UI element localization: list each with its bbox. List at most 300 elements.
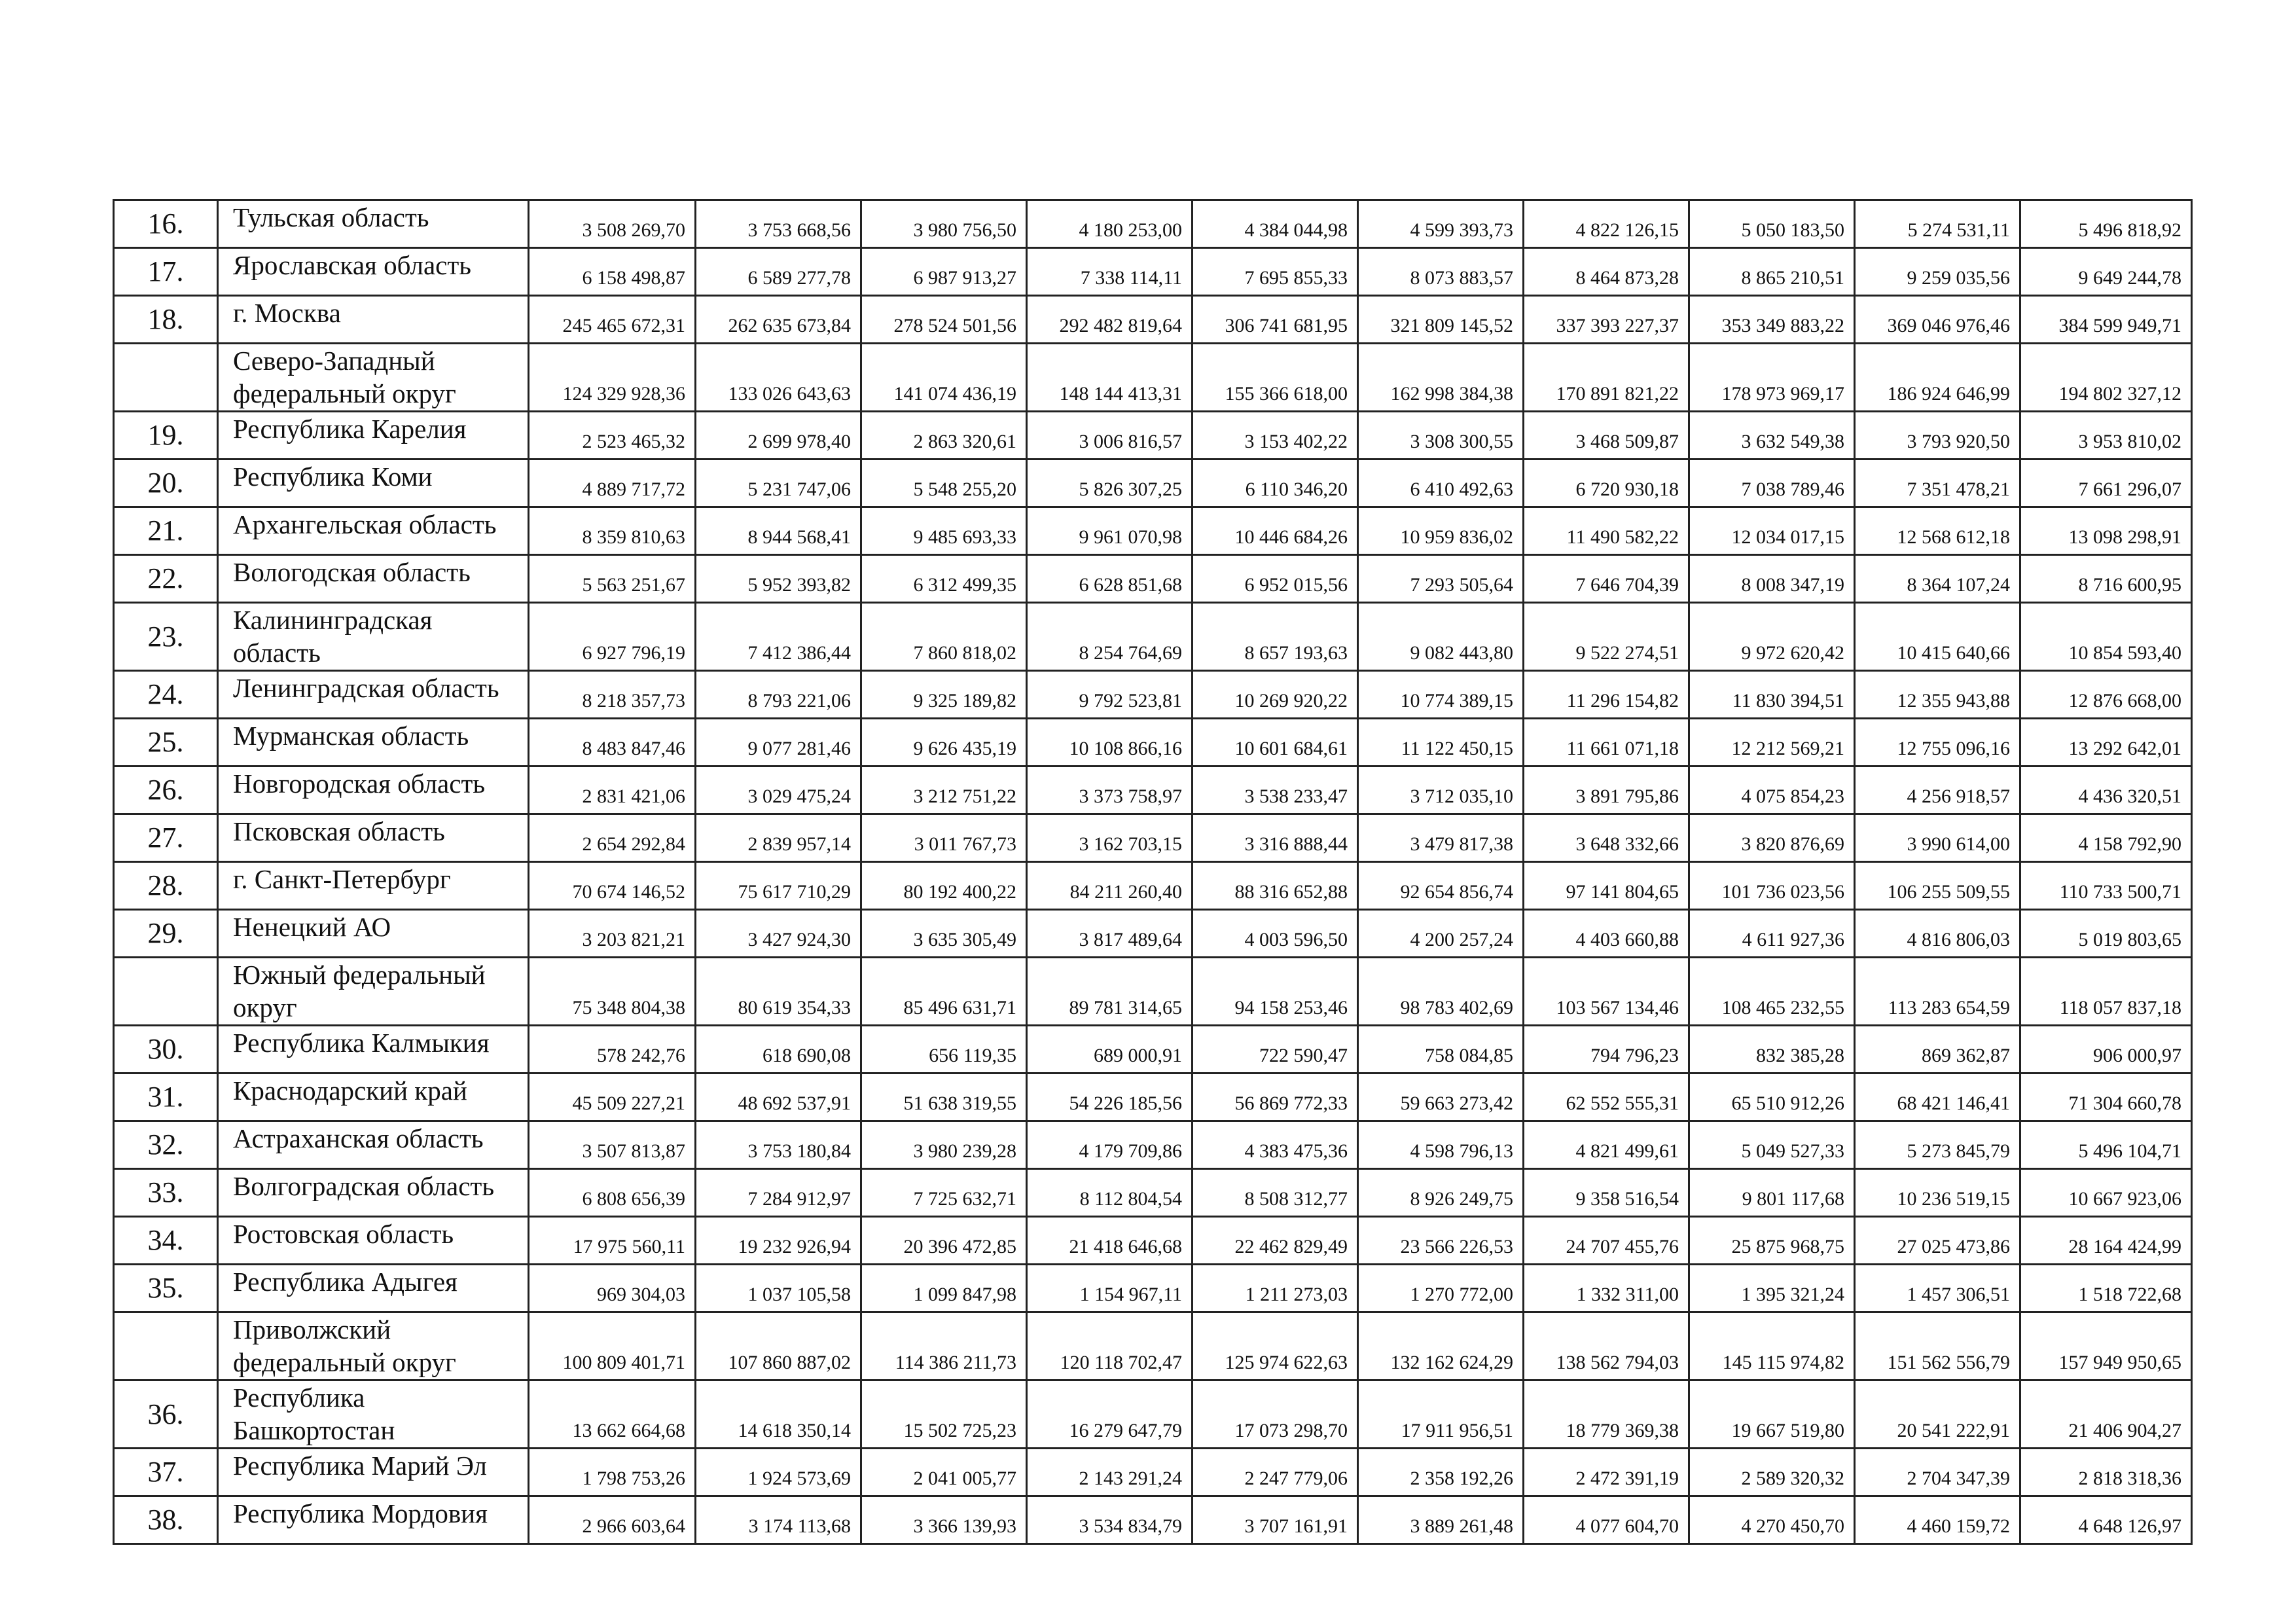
value-cell: 2 839 957,14 bbox=[696, 814, 861, 862]
value-cell: 54 226 185,56 bbox=[1027, 1074, 1193, 1121]
value-cell: 722 590,47 bbox=[1193, 1026, 1358, 1074]
region-name: Республика Калмыкия bbox=[218, 1026, 529, 1074]
region-name: Республика Карелия bbox=[218, 412, 529, 460]
row-number: 37. bbox=[114, 1449, 218, 1496]
value-cell: 13 098 298,91 bbox=[2020, 507, 2192, 555]
row-number: 18. bbox=[114, 296, 218, 344]
value-cell: 6 720 930,18 bbox=[1524, 460, 1689, 507]
value-cell: 3 507 813,87 bbox=[529, 1121, 696, 1169]
table-row bbox=[114, 1121, 2192, 1169]
region-name: Ненецкий АО bbox=[218, 910, 529, 958]
value-cell: 578 242,76 bbox=[529, 1026, 696, 1074]
row-number: 31. bbox=[114, 1074, 218, 1121]
table-row bbox=[114, 1449, 2192, 1496]
value-cell: 9 801 117,68 bbox=[1689, 1169, 1855, 1217]
row-number bbox=[114, 1312, 218, 1380]
value-cell: 19 667 519,80 bbox=[1689, 1380, 1855, 1449]
value-cell: 1 924 573,69 bbox=[696, 1449, 861, 1496]
region-name: Ростовская область bbox=[218, 1217, 529, 1265]
value-cell: 7 661 296,07 bbox=[2020, 460, 2192, 507]
value-cell: 656 119,35 bbox=[861, 1026, 1027, 1074]
value-cell: 11 661 071,18 bbox=[1524, 719, 1689, 767]
region-name: Астраханская область bbox=[218, 1121, 529, 1169]
value-cell: 3 891 795,86 bbox=[1524, 767, 1689, 814]
region-name: Приволжский федеральный округ bbox=[218, 1312, 529, 1380]
value-cell: 22 462 829,49 bbox=[1193, 1217, 1358, 1265]
region-name: Псковская область bbox=[218, 814, 529, 862]
value-cell: 8 508 312,77 bbox=[1193, 1169, 1358, 1217]
table-row bbox=[114, 555, 2192, 603]
value-cell: 10 774 389,15 bbox=[1358, 671, 1524, 719]
value-cell: 2 863 320,61 bbox=[861, 412, 1027, 460]
region-name: Мурманская область bbox=[218, 719, 529, 767]
value-cell: 7 412 386,44 bbox=[696, 603, 861, 671]
value-cell: 151 562 556,79 bbox=[1855, 1312, 2020, 1380]
value-cell: 11 830 394,51 bbox=[1689, 671, 1855, 719]
region-name: Тульская область bbox=[218, 200, 529, 248]
row-number: 23. bbox=[114, 603, 218, 671]
value-cell: 3 817 489,64 bbox=[1027, 910, 1193, 958]
value-cell: 2 831 421,06 bbox=[529, 767, 696, 814]
value-cell: 194 802 327,12 bbox=[2020, 344, 2192, 412]
row-number: 38. bbox=[114, 1496, 218, 1544]
value-cell: 4 383 475,36 bbox=[1193, 1121, 1358, 1169]
value-cell: 133 026 643,63 bbox=[696, 344, 861, 412]
value-cell: 10 446 684,26 bbox=[1193, 507, 1358, 555]
value-cell: 9 792 523,81 bbox=[1027, 671, 1193, 719]
value-cell: 12 755 096,16 bbox=[1855, 719, 2020, 767]
value-cell: 3 153 402,22 bbox=[1193, 412, 1358, 460]
value-cell: 278 524 501,56 bbox=[861, 296, 1027, 344]
value-cell: 3 308 300,55 bbox=[1358, 412, 1524, 460]
region-name: Республика Коми bbox=[218, 460, 529, 507]
region-name: Ярославская область bbox=[218, 248, 529, 296]
value-cell: 245 465 672,31 bbox=[529, 296, 696, 344]
value-cell: 1 099 847,98 bbox=[861, 1265, 1027, 1312]
value-cell: 6 110 346,20 bbox=[1193, 460, 1358, 507]
value-cell: 262 635 673,84 bbox=[696, 296, 861, 344]
value-cell: 5 563 251,67 bbox=[529, 555, 696, 603]
value-cell: 5 952 393,82 bbox=[696, 555, 861, 603]
table-row bbox=[114, 1380, 2192, 1449]
value-cell: 3 990 614,00 bbox=[1855, 814, 2020, 862]
value-cell: 113 283 654,59 bbox=[1855, 958, 2020, 1026]
value-cell: 6 410 492,63 bbox=[1358, 460, 1524, 507]
value-cell: 3 479 817,38 bbox=[1358, 814, 1524, 862]
value-cell: 10 108 866,16 bbox=[1027, 719, 1193, 767]
table-row bbox=[114, 862, 2192, 910]
row-number: 30. bbox=[114, 1026, 218, 1074]
region-name: Ленинградская область bbox=[218, 671, 529, 719]
row-number: 20. bbox=[114, 460, 218, 507]
value-cell: 84 211 260,40 bbox=[1027, 862, 1193, 910]
value-cell: 138 562 794,03 bbox=[1524, 1312, 1689, 1380]
value-cell: 3 632 549,38 bbox=[1689, 412, 1855, 460]
table-row bbox=[114, 767, 2192, 814]
value-cell: 16 279 647,79 bbox=[1027, 1380, 1193, 1449]
value-cell: 9 961 070,98 bbox=[1027, 507, 1193, 555]
value-cell: 5 231 747,06 bbox=[696, 460, 861, 507]
value-cell: 9 626 435,19 bbox=[861, 719, 1027, 767]
value-cell: 4 611 927,36 bbox=[1689, 910, 1855, 958]
table-row bbox=[114, 1265, 2192, 1312]
value-cell: 8 254 764,69 bbox=[1027, 603, 1193, 671]
row-number: 35. bbox=[114, 1265, 218, 1312]
value-cell: 4 077 604,70 bbox=[1524, 1496, 1689, 1544]
value-cell: 4 403 660,88 bbox=[1524, 910, 1689, 958]
row-number: 26. bbox=[114, 767, 218, 814]
value-cell: 353 349 883,22 bbox=[1689, 296, 1855, 344]
value-cell: 369 046 976,46 bbox=[1855, 296, 2020, 344]
value-cell: 3 174 113,68 bbox=[696, 1496, 861, 1544]
value-cell: 8 073 883,57 bbox=[1358, 248, 1524, 296]
value-cell: 8 865 210,51 bbox=[1689, 248, 1855, 296]
value-cell: 48 692 537,91 bbox=[696, 1074, 861, 1121]
value-cell: 3 534 834,79 bbox=[1027, 1496, 1193, 1544]
value-cell: 10 667 923,06 bbox=[2020, 1169, 2192, 1217]
row-number: 21. bbox=[114, 507, 218, 555]
value-cell: 3 753 668,56 bbox=[696, 200, 861, 248]
value-cell: 3 538 233,47 bbox=[1193, 767, 1358, 814]
value-cell: 2 472 391,19 bbox=[1524, 1449, 1689, 1496]
value-cell: 5 049 527,33 bbox=[1689, 1121, 1855, 1169]
value-cell: 12 034 017,15 bbox=[1689, 507, 1855, 555]
row-number: 19. bbox=[114, 412, 218, 460]
value-cell: 18 779 369,38 bbox=[1524, 1380, 1689, 1449]
row-number: 33. bbox=[114, 1169, 218, 1217]
value-cell: 6 589 277,78 bbox=[696, 248, 861, 296]
value-cell: 85 496 631,71 bbox=[861, 958, 1027, 1026]
value-cell: 3 648 332,66 bbox=[1524, 814, 1689, 862]
value-cell: 12 355 943,88 bbox=[1855, 671, 2020, 719]
value-cell: 120 118 702,47 bbox=[1027, 1312, 1193, 1380]
value-cell: 3 212 751,22 bbox=[861, 767, 1027, 814]
value-cell: 17 073 298,70 bbox=[1193, 1380, 1358, 1449]
value-cell: 21 418 646,68 bbox=[1027, 1217, 1193, 1265]
value-cell: 10 959 836,02 bbox=[1358, 507, 1524, 555]
regional-data-table bbox=[113, 199, 2193, 1545]
value-cell: 4 180 253,00 bbox=[1027, 200, 1193, 248]
region-name: Республика Башкортостан bbox=[218, 1380, 529, 1449]
table-row bbox=[114, 460, 2192, 507]
value-cell: 6 927 796,19 bbox=[529, 603, 696, 671]
value-cell: 3 753 180,84 bbox=[696, 1121, 861, 1169]
value-cell: 2 966 603,64 bbox=[529, 1496, 696, 1544]
value-cell: 10 236 519,15 bbox=[1855, 1169, 2020, 1217]
row-number: 29. bbox=[114, 910, 218, 958]
value-cell: 106 255 509,55 bbox=[1855, 862, 2020, 910]
value-cell: 98 783 402,69 bbox=[1358, 958, 1524, 1026]
value-cell: 3 366 139,93 bbox=[861, 1496, 1027, 1544]
value-cell: 186 924 646,99 bbox=[1855, 344, 2020, 412]
value-cell: 9 649 244,78 bbox=[2020, 248, 2192, 296]
value-cell: 12 876 668,00 bbox=[2020, 671, 2192, 719]
value-cell: 9 259 035,56 bbox=[1855, 248, 2020, 296]
value-cell: 794 796,23 bbox=[1524, 1026, 1689, 1074]
row-number: 27. bbox=[114, 814, 218, 862]
value-cell: 92 654 856,74 bbox=[1358, 862, 1524, 910]
table-row bbox=[114, 719, 2192, 767]
value-cell: 3 953 810,02 bbox=[2020, 412, 2192, 460]
value-cell: 3 508 269,70 bbox=[529, 200, 696, 248]
value-cell: 4 256 918,57 bbox=[1855, 767, 2020, 814]
table-row bbox=[114, 296, 2192, 344]
value-cell: 9 077 281,46 bbox=[696, 719, 861, 767]
value-cell: 4 003 596,50 bbox=[1193, 910, 1358, 958]
value-cell: 4 599 393,73 bbox=[1358, 200, 1524, 248]
table-row bbox=[114, 958, 2192, 1026]
value-cell: 3 029 475,24 bbox=[696, 767, 861, 814]
value-cell: 5 496 104,71 bbox=[2020, 1121, 2192, 1169]
value-cell: 869 362,87 bbox=[1855, 1026, 2020, 1074]
table-row bbox=[114, 1169, 2192, 1217]
value-cell: 2 699 978,40 bbox=[696, 412, 861, 460]
table-row bbox=[114, 671, 2192, 719]
value-cell: 5 050 183,50 bbox=[1689, 200, 1855, 248]
row-number: 25. bbox=[114, 719, 218, 767]
value-cell: 65 510 912,26 bbox=[1689, 1074, 1855, 1121]
value-cell: 89 781 314,65 bbox=[1027, 958, 1193, 1026]
value-cell: 689 000,91 bbox=[1027, 1026, 1193, 1074]
value-cell: 1 211 273,03 bbox=[1193, 1265, 1358, 1312]
value-cell: 4 822 126,15 bbox=[1524, 200, 1689, 248]
value-cell: 4 384 044,98 bbox=[1193, 200, 1358, 248]
table-row bbox=[114, 248, 2192, 296]
value-cell: 6 952 015,56 bbox=[1193, 555, 1358, 603]
region-name: Южный федеральный округ bbox=[218, 958, 529, 1026]
value-cell: 8 218 357,73 bbox=[529, 671, 696, 719]
value-cell: 23 566 226,53 bbox=[1358, 1217, 1524, 1265]
row-number: 36. bbox=[114, 1380, 218, 1449]
value-cell: 4 821 499,61 bbox=[1524, 1121, 1689, 1169]
value-cell: 337 393 227,37 bbox=[1524, 296, 1689, 344]
value-cell: 114 386 211,73 bbox=[861, 1312, 1027, 1380]
value-cell: 24 707 455,76 bbox=[1524, 1217, 1689, 1265]
value-cell: 3 011 767,73 bbox=[861, 814, 1027, 862]
value-cell: 4 075 854,23 bbox=[1689, 767, 1855, 814]
value-cell: 1 154 967,11 bbox=[1027, 1265, 1193, 1312]
value-cell: 14 618 350,14 bbox=[696, 1380, 861, 1449]
value-cell: 1 395 321,24 bbox=[1689, 1265, 1855, 1312]
value-cell: 3 980 756,50 bbox=[861, 200, 1027, 248]
value-cell: 10 269 920,22 bbox=[1193, 671, 1358, 719]
value-cell: 7 338 114,11 bbox=[1027, 248, 1193, 296]
value-cell: 8 112 804,54 bbox=[1027, 1169, 1193, 1217]
value-cell: 7 351 478,21 bbox=[1855, 460, 2020, 507]
value-cell: 8 464 873,28 bbox=[1524, 248, 1689, 296]
region-name: Новгородская область bbox=[218, 767, 529, 814]
value-cell: 618 690,08 bbox=[696, 1026, 861, 1074]
table-row bbox=[114, 603, 2192, 671]
value-cell: 9 358 516,54 bbox=[1524, 1169, 1689, 1217]
value-cell: 8 008 347,19 bbox=[1689, 555, 1855, 603]
value-cell: 45 509 227,21 bbox=[529, 1074, 696, 1121]
value-cell: 10 854 593,40 bbox=[2020, 603, 2192, 671]
value-cell: 7 293 505,64 bbox=[1358, 555, 1524, 603]
region-name: Вологодская область bbox=[218, 555, 529, 603]
row-number: 16. bbox=[114, 200, 218, 248]
table-row bbox=[114, 507, 2192, 555]
value-cell: 3 162 703,15 bbox=[1027, 814, 1193, 862]
value-cell: 7 860 818,02 bbox=[861, 603, 1027, 671]
value-cell: 306 741 681,95 bbox=[1193, 296, 1358, 344]
value-cell: 3 712 035,10 bbox=[1358, 767, 1524, 814]
table-row bbox=[114, 1312, 2192, 1380]
row-number: 17. bbox=[114, 248, 218, 296]
region-name: Калининградская область bbox=[218, 603, 529, 671]
value-cell: 107 860 887,02 bbox=[696, 1312, 861, 1380]
row-number: 22. bbox=[114, 555, 218, 603]
value-cell: 9 522 274,51 bbox=[1524, 603, 1689, 671]
value-cell: 9 485 693,33 bbox=[861, 507, 1027, 555]
value-cell: 3 820 876,69 bbox=[1689, 814, 1855, 862]
value-cell: 8 944 568,41 bbox=[696, 507, 861, 555]
value-cell: 7 695 855,33 bbox=[1193, 248, 1358, 296]
value-cell: 2 041 005,77 bbox=[861, 1449, 1027, 1496]
value-cell: 1 332 311,00 bbox=[1524, 1265, 1689, 1312]
table-row bbox=[114, 910, 2192, 958]
value-cell: 3 316 888,44 bbox=[1193, 814, 1358, 862]
value-cell: 145 115 974,82 bbox=[1689, 1312, 1855, 1380]
row-number bbox=[114, 344, 218, 412]
value-cell: 70 674 146,52 bbox=[529, 862, 696, 910]
value-cell: 20 541 222,91 bbox=[1855, 1380, 2020, 1449]
value-cell: 3 707 161,91 bbox=[1193, 1496, 1358, 1544]
region-name: Республика Марий Эл bbox=[218, 1449, 529, 1496]
value-cell: 8 657 193,63 bbox=[1193, 603, 1358, 671]
value-cell: 5 548 255,20 bbox=[861, 460, 1027, 507]
value-cell: 4 460 159,72 bbox=[1855, 1496, 2020, 1544]
region-name: Северо-Западный федеральный округ bbox=[218, 344, 529, 412]
value-cell: 3 373 758,97 bbox=[1027, 767, 1193, 814]
value-cell: 9 082 443,80 bbox=[1358, 603, 1524, 671]
value-cell: 4 648 126,97 bbox=[2020, 1496, 2192, 1544]
value-cell: 11 122 450,15 bbox=[1358, 719, 1524, 767]
value-cell: 906 000,97 bbox=[2020, 1026, 2192, 1074]
value-cell: 56 869 772,33 bbox=[1193, 1074, 1358, 1121]
value-cell: 101 736 023,56 bbox=[1689, 862, 1855, 910]
value-cell: 8 716 600,95 bbox=[2020, 555, 2192, 603]
region-name: Архангельская область bbox=[218, 507, 529, 555]
value-cell: 3 468 509,87 bbox=[1524, 412, 1689, 460]
value-cell: 969 304,03 bbox=[529, 1265, 696, 1312]
table-row bbox=[114, 1496, 2192, 1544]
value-cell: 3 006 816,57 bbox=[1027, 412, 1193, 460]
value-cell: 20 396 472,85 bbox=[861, 1217, 1027, 1265]
value-cell: 8 483 847,46 bbox=[529, 719, 696, 767]
value-cell: 2 818 318,36 bbox=[2020, 1449, 2192, 1496]
value-cell: 2 358 192,26 bbox=[1358, 1449, 1524, 1496]
value-cell: 4 200 257,24 bbox=[1358, 910, 1524, 958]
value-cell: 141 074 436,19 bbox=[861, 344, 1027, 412]
value-cell: 4 436 320,51 bbox=[2020, 767, 2192, 814]
value-cell: 5 273 845,79 bbox=[1855, 1121, 2020, 1169]
value-cell: 17 911 956,51 bbox=[1358, 1380, 1524, 1449]
table-row bbox=[114, 1217, 2192, 1265]
value-cell: 25 875 968,75 bbox=[1689, 1217, 1855, 1265]
region-name: г. Москва bbox=[218, 296, 529, 344]
region-name: Республика Адыгея bbox=[218, 1265, 529, 1312]
value-cell: 13 662 664,68 bbox=[529, 1380, 696, 1449]
value-cell: 2 143 291,24 bbox=[1027, 1449, 1193, 1496]
table-row bbox=[114, 1026, 2192, 1074]
value-cell: 27 025 473,86 bbox=[1855, 1217, 2020, 1265]
value-cell: 21 406 904,27 bbox=[2020, 1380, 2192, 1449]
value-cell: 4 158 792,90 bbox=[2020, 814, 2192, 862]
table-row bbox=[114, 1074, 2192, 1121]
value-cell: 8 359 810,63 bbox=[529, 507, 696, 555]
value-cell: 68 421 146,41 bbox=[1855, 1074, 2020, 1121]
value-cell: 1 037 105,58 bbox=[696, 1265, 861, 1312]
value-cell: 2 654 292,84 bbox=[529, 814, 696, 862]
value-cell: 157 949 950,65 bbox=[2020, 1312, 2192, 1380]
value-cell: 94 158 253,46 bbox=[1193, 958, 1358, 1026]
value-cell: 11 296 154,82 bbox=[1524, 671, 1689, 719]
value-cell: 62 552 555,31 bbox=[1524, 1074, 1689, 1121]
region-name: Волгоградская область bbox=[218, 1169, 529, 1217]
value-cell: 125 974 622,63 bbox=[1193, 1312, 1358, 1380]
value-cell: 12 212 569,21 bbox=[1689, 719, 1855, 767]
value-cell: 4 598 796,13 bbox=[1358, 1121, 1524, 1169]
value-cell: 4 179 709,86 bbox=[1027, 1121, 1193, 1169]
table-row bbox=[114, 412, 2192, 460]
value-cell: 1 798 753,26 bbox=[529, 1449, 696, 1496]
value-cell: 7 725 632,71 bbox=[861, 1169, 1027, 1217]
region-name: г. Санкт-Петербург bbox=[218, 862, 529, 910]
value-cell: 88 316 652,88 bbox=[1193, 862, 1358, 910]
value-cell: 110 733 500,71 bbox=[2020, 862, 2192, 910]
table-row bbox=[114, 200, 2192, 248]
value-cell: 75 617 710,29 bbox=[696, 862, 861, 910]
value-cell: 758 084,85 bbox=[1358, 1026, 1524, 1074]
value-cell: 12 568 612,18 bbox=[1855, 507, 2020, 555]
row-number bbox=[114, 958, 218, 1026]
value-cell: 4 816 806,03 bbox=[1855, 910, 2020, 958]
value-cell: 75 348 804,38 bbox=[529, 958, 696, 1026]
value-cell: 2 704 347,39 bbox=[1855, 1449, 2020, 1496]
value-cell: 132 162 624,29 bbox=[1358, 1312, 1524, 1380]
row-number: 24. bbox=[114, 671, 218, 719]
value-cell: 108 465 232,55 bbox=[1689, 958, 1855, 1026]
value-cell: 4 270 450,70 bbox=[1689, 1496, 1855, 1544]
value-cell: 3 427 924,30 bbox=[696, 910, 861, 958]
value-cell: 124 329 928,36 bbox=[529, 344, 696, 412]
value-cell: 5 274 531,11 bbox=[1855, 200, 2020, 248]
table-row bbox=[114, 344, 2192, 412]
value-cell: 9 325 189,82 bbox=[861, 671, 1027, 719]
row-number: 34. bbox=[114, 1217, 218, 1265]
value-cell: 19 232 926,94 bbox=[696, 1217, 861, 1265]
value-cell: 5 019 803,65 bbox=[2020, 910, 2192, 958]
value-cell: 170 891 821,22 bbox=[1524, 344, 1689, 412]
value-cell: 3 980 239,28 bbox=[861, 1121, 1027, 1169]
value-cell: 4 889 717,72 bbox=[529, 460, 696, 507]
value-cell: 148 144 413,31 bbox=[1027, 344, 1193, 412]
value-cell: 3 793 920,50 bbox=[1855, 412, 2020, 460]
value-cell: 80 192 400,22 bbox=[861, 862, 1027, 910]
value-cell: 321 809 145,52 bbox=[1358, 296, 1524, 344]
value-cell: 11 490 582,22 bbox=[1524, 507, 1689, 555]
value-cell: 3 203 821,21 bbox=[529, 910, 696, 958]
value-cell: 155 366 618,00 bbox=[1193, 344, 1358, 412]
value-cell: 28 164 424,99 bbox=[2020, 1217, 2192, 1265]
value-cell: 7 038 789,46 bbox=[1689, 460, 1855, 507]
table-body bbox=[114, 200, 2192, 1544]
value-cell: 6 987 913,27 bbox=[861, 248, 1027, 296]
value-cell: 51 638 319,55 bbox=[861, 1074, 1027, 1121]
value-cell: 10 415 640,66 bbox=[1855, 603, 2020, 671]
value-cell: 162 998 384,38 bbox=[1358, 344, 1524, 412]
